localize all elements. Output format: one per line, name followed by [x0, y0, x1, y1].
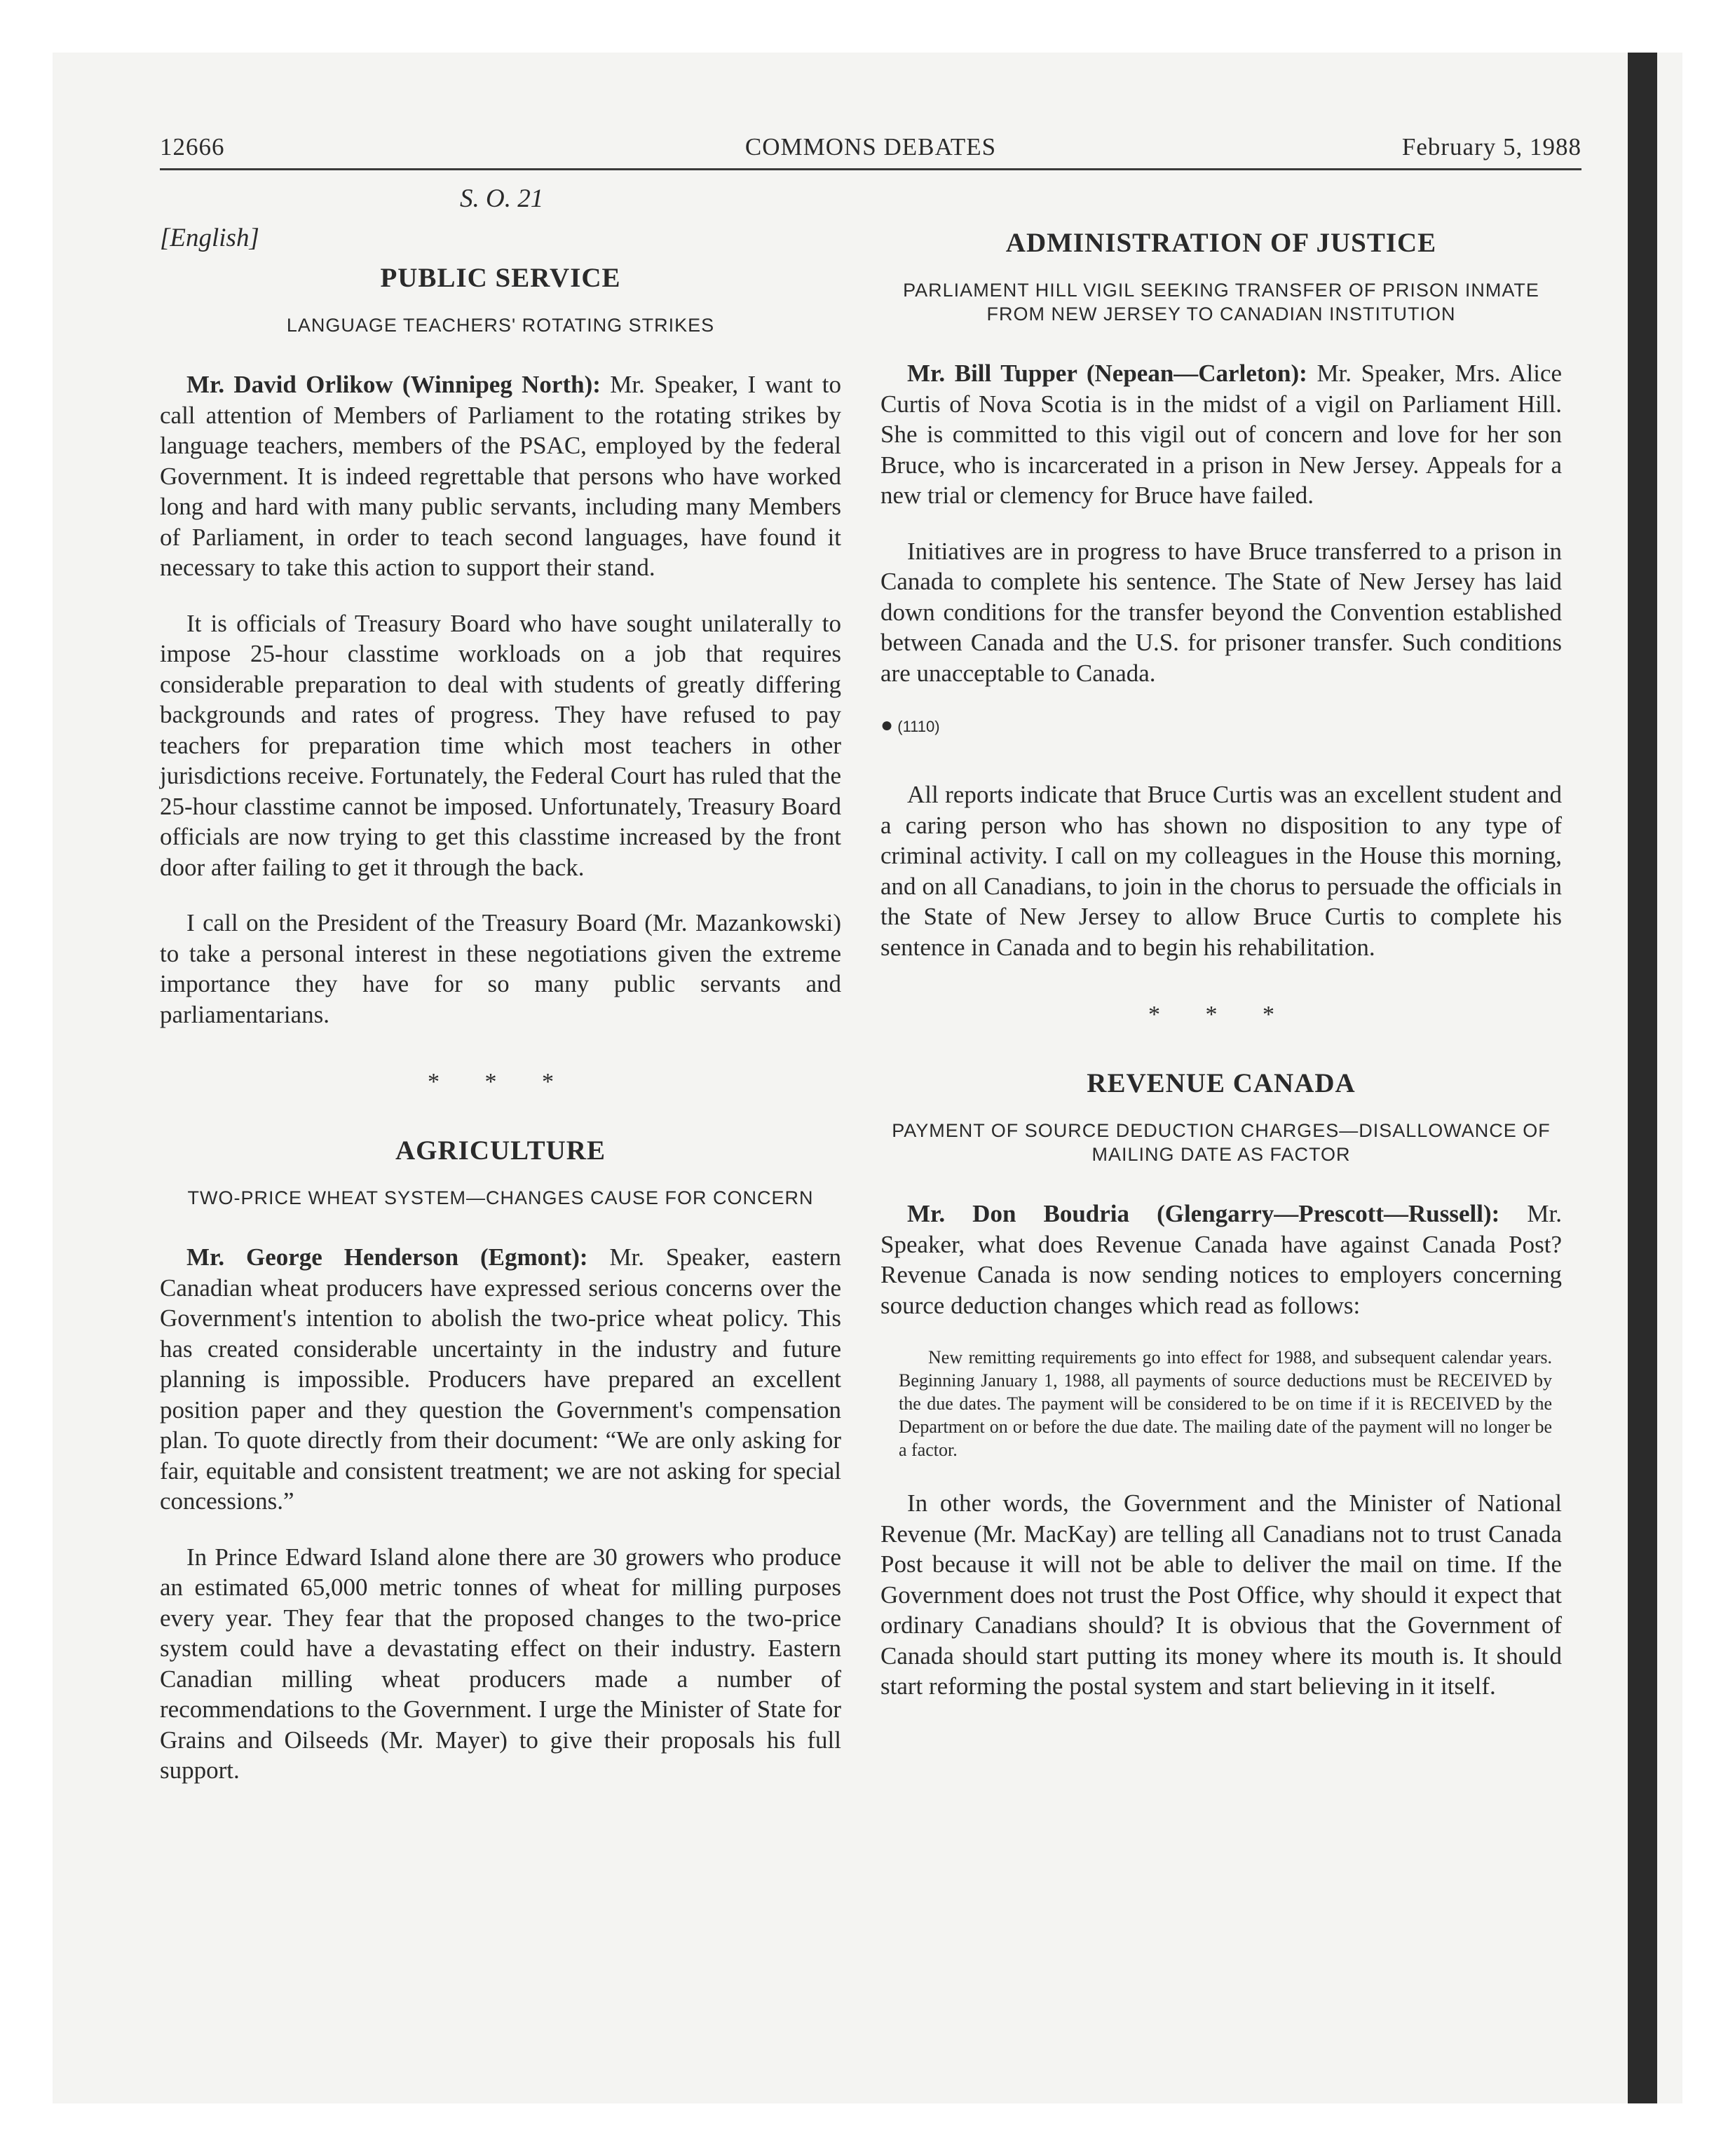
standing-order-label: S. O. 21	[460, 184, 544, 213]
paragraph: It is officials of Treasury Board who have sought unilaterally to impose 25-hour classtime workloads on a job that requires considerable preparation to deal with students of greatly differing backgrounds and rates of progress. They have refused to pay teachers for preparation time which most teachers in other jurisdictions receive. Fortunately, the Federal Court has ruled that the 25-hour classtime cannot be imposed. Unfortunately, Treasury Board officials are now trying to get this classtime increased by the front door after failing to get it through the back.	[160, 609, 841, 881]
publication-date: February 5, 1988	[1401, 133, 1581, 161]
speaker-name: Mr. David Orlikow (Winnipeg North):	[186, 371, 601, 398]
paragraph: All reports indicate that Bruce Curtis was an excellent student and a caring person who has shown no disposition to any type of criminal activity. I call on my colleagues in the House this morning, and on all Canadians, to join in the chorus to persuade the officials in the State of New Jersey to allow Bruce Curtis to complete his sentence in Canada and to begin his rehabilitation.	[880, 781, 1562, 961]
paragraph	[880, 1199, 1562, 1321]
scan-edge-bar	[1628, 53, 1657, 2103]
paragraph-text: Mr. Speaker, Mrs. Alice Curtis of Nova Scotia is in the midst of a vigil on Parliament Hill. She is committed to this vigil out of concern and love for her son Bruce, who is incarcerated in a prison in New Jersey. Appeals for a new trial or clemency for Bruce have failed.	[880, 360, 1563, 509]
paragraph: In Prince Edward Island alone there are 30 growers who produce an estimated 65,000 metric tonnes of wheat for milling purposes every year. They fear that the proposed changes to the two-price system could have a devastating effect on their industry. Eastern Canadian milling wheat producers made a number of recommendations to the Government. I urge the Minister of State for Grains and Oilseeds (Mr. Mayer) to give their proposals his full support.	[160, 1543, 841, 1784]
paragraph-text: Mr. Speaker, what does Revenue Canada have against Canada Post? Revenue Canada is now sending notices to employers concerning source deduction changes which read as follows:	[880, 1200, 1562, 1319]
time-marker	[880, 714, 1562, 737]
section-subheading-language-teachers: LANGUAGE TEACHERS' ROTATING STRIKES	[286, 315, 715, 336]
paragraph: I call on the President of the Treasury Board (Mr. Mazankowski) to take a personal interest in these negotiations given the extreme importance they have for so many public servants and parliamentarians.	[160, 909, 841, 1028]
quoted-notice: New remitting requirements go into effect for 1988, and subsequent calendar years. Beginning January 1, 1988, all payments of source deductions must be RECEIVED by the due dates. The payment will be considered to be on time if it is RECEIVED by the Department on or before the due date. The mailing date of the payment will no longer be a factor.	[899, 1347, 1552, 1460]
section-separator: * * *	[428, 1069, 573, 1095]
page-number: 12666	[160, 133, 225, 161]
running-header	[160, 133, 1581, 167]
section-heading-public-service: PUBLIC SERVICE	[380, 263, 621, 293]
left-column	[160, 184, 841, 1811]
header-rule	[160, 168, 1581, 170]
paragraph	[160, 1242, 841, 1517]
speaker-name: Mr. Bill Tupper (Nepean—Carleton):	[907, 360, 1307, 387]
paragraph-text: Mr. Speaker, I want to call attention of Members of Parliament to the rotating strikes by language teachers, members of the PSAC, employed by the federal Government. It is indeed regrettable that persons who have worked long and hard with many public servants, including many Members of Parliament, in order to teach second languages, have found it necessary to take this action to support their stand.	[160, 371, 842, 581]
speaker-name: Mr. George Henderson (Egmont):	[186, 1243, 588, 1271]
right-column	[880, 184, 1562, 1727]
section-heading-agriculture: AGRICULTURE	[395, 1135, 606, 1166]
time-marker-text: (1110)	[897, 718, 940, 735]
publication-title: COMMONS DEBATES	[744, 133, 997, 161]
paragraph-text: Mr. Speaker, eastern Canadian wheat producers have expressed serious concerns over the Government's intention to abolish the two-price wheat policy. This has created considerable uncertainty in the industry and future planning is impossible. Producers have prepared an excellent position paper and they question the Government's compensation plan. To quote directly from their document: “We are only asking for fair, equitable and consistent treatment; we are not asking for special concessions.”	[160, 1243, 841, 1515]
bullet-icon: ●	[880, 714, 894, 737]
paragraph	[160, 369, 841, 583]
paragraph: Initiatives are in progress to have Bruce transferred to a prison in Canada to complete his sentence. The State of New Jersey has laid down conditions for the transfer beyond the Convention established between Canada and the U.S. for prisoner transfer. Such conditions are unacceptable to Canada.	[880, 537, 1562, 687]
paragraph: In other words, the Government and the Minister of National Revenue (Mr. MacKay) are telling all Canadians not to trust Canada Post because it will not be able to deliver the mail on time. If the Government does not trust the Post Office, why should it expect that ordinary Canadians should? It is obvious that the Government of Canada should start putting its money where its mouth is. It should start reforming the postal system and start believing in it itself.	[880, 1489, 1562, 1700]
section-subheading-vigil: PARLIAMENT HILL VIGIL SEEKING TRANSFER OF PRISON INMATE FROM NEW JERSEY TO CANADIAN INSTITUTION	[903, 280, 1539, 325]
section-heading-administration-of-justice: ADMINISTRATION OF JUSTICE	[1005, 228, 1437, 258]
section-subheading-source-deduction: PAYMENT OF SOURCE DEDUCTION CHARGES—DISALLOWANCE OF MAILING DATE AS FACTOR	[892, 1120, 1551, 1165]
speaker-name: Mr. Don Boudria (Glengarry—Prescott—Russell):	[907, 1200, 1500, 1227]
paragraph	[880, 358, 1562, 511]
section-separator: * * *	[1148, 1002, 1294, 1028]
section-subheading-two-price-wheat: TWO-PRICE WHEAT SYSTEM—CHANGES CAUSE FOR CONCERN	[187, 1187, 814, 1208]
language-label: [English]	[160, 224, 259, 252]
section-heading-revenue-canada: REVENUE CANADA	[1087, 1068, 1356, 1098]
